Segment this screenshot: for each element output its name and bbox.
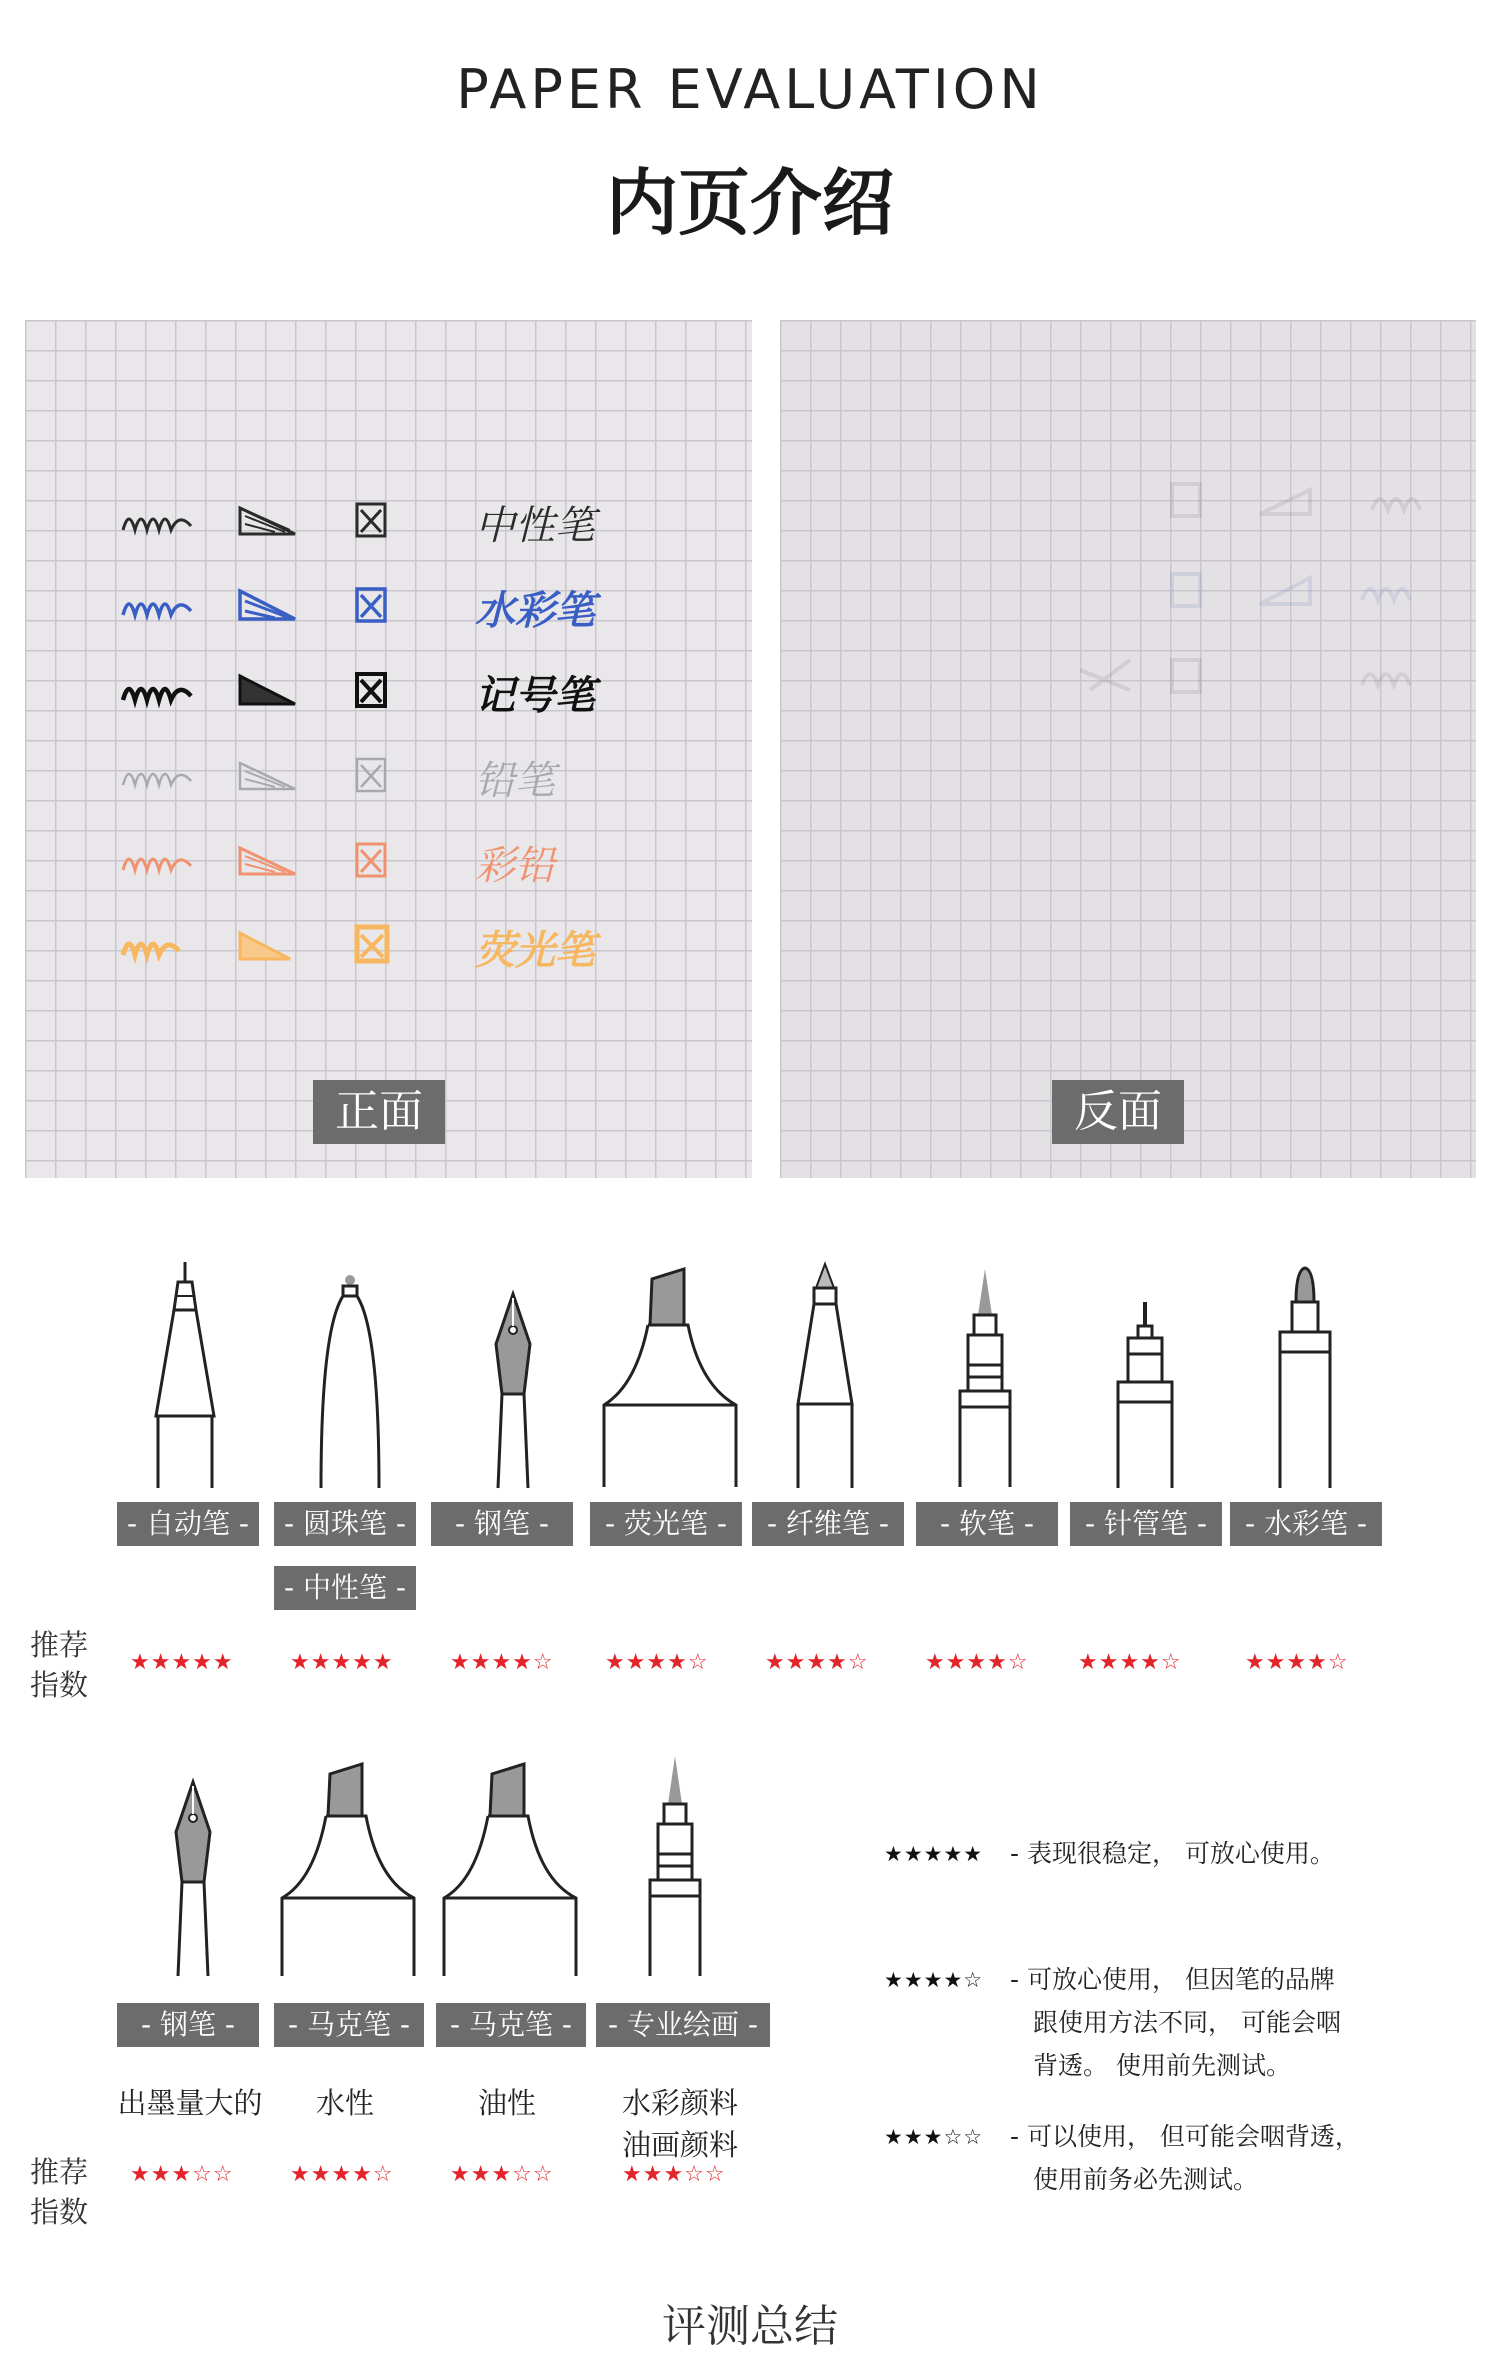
property-text: 油性 — [477, 2086, 536, 2120]
rating-stars: ★★★★☆ — [450, 1650, 554, 1675]
rating-stars: ★★★☆☆ — [622, 2162, 726, 2187]
rating-stars: ★★★☆☆ — [450, 2162, 554, 2187]
highlighter-icon — [600, 1265, 740, 1490]
rating-stars: ★★★★☆ — [1078, 1650, 1182, 1675]
property-text: 水性 — [315, 2086, 374, 2120]
paper-back-photo — [780, 320, 1476, 1178]
sample-row — [115, 575, 675, 635]
rating-stars: ★★★★★ — [130, 1650, 234, 1675]
sample-word: 记号笔 — [475, 672, 595, 719]
rating-label — [30, 2152, 88, 2232]
marker-icon — [278, 1760, 418, 1978]
sample-row — [115, 830, 675, 890]
tag-gel-pen: - 中性笔 - — [274, 1566, 416, 1610]
tag-marker-oil: - 马克笔 - — [436, 2003, 586, 2047]
soft-brush-pen-icon — [950, 1265, 1020, 1490]
rating-stars: ★★★☆☆ — [130, 2162, 234, 2187]
rating-stars: ★★★★★ — [290, 1650, 394, 1675]
tag-fountain-pen: - 钢笔 - — [117, 2003, 259, 2047]
fiber-pen-icon — [790, 1260, 860, 1490]
legend-stars: ★★★★★ — [884, 1842, 984, 1866]
sample-row — [115, 915, 675, 975]
writing-sample-icon — [115, 830, 455, 890]
tag-marker-water: - 马克笔 - — [274, 2003, 424, 2047]
writing-sample-icon — [115, 490, 455, 550]
needle-pen-icon — [1110, 1300, 1180, 1490]
tag-watercolor-pen: - 水彩笔 - — [1230, 1502, 1382, 1546]
rating-stars: ★★★★☆ — [1245, 1650, 1349, 1675]
rating-label-line1: 推荐 — [30, 1628, 89, 1662]
back-caption: 反面 — [1052, 1080, 1184, 1144]
sample-row — [115, 745, 675, 805]
legend-text: - 表现很稳定， 可放心使用。 — [1010, 1839, 1335, 1868]
rating-label-line1: 推荐 — [30, 2155, 89, 2189]
tag-highlighter: - 荧光笔 - — [590, 1502, 742, 1546]
rating-label — [30, 1625, 88, 1705]
next-section-title: 评测总结 — [662, 2301, 838, 2352]
writing-sample-icon — [115, 745, 455, 805]
rating-stars: ★★★★☆ — [290, 2162, 394, 2187]
legend-text: 背透。 使用前先测试。 — [1033, 2051, 1291, 2080]
paper-front-photo — [25, 320, 752, 1178]
title-english: PAPER EVALUATION — [456, 58, 1044, 121]
ballpoint-pen-icon — [315, 1270, 385, 1490]
tag-ballpoint-pen: - 圆珠笔 - — [274, 1502, 416, 1546]
rating-stars: ★★★★☆ — [605, 1650, 709, 1675]
writing-sample-icon — [115, 660, 455, 720]
tag-soft-brush-pen: - 软笔 - — [916, 1502, 1058, 1546]
legend-text: - 可以使用， 但可能会咽背透， — [1010, 2122, 1360, 2151]
watercolor-pen-icon — [1270, 1262, 1340, 1490]
rating-stars: ★★★★☆ — [765, 1650, 869, 1675]
front-caption: 正面 — [313, 1080, 445, 1144]
sample-word: 中性笔 — [475, 503, 595, 549]
tag-professional-paint: - 专业绘画 - — [596, 2003, 770, 2047]
legend-text: 使用前务必先测试。 — [1033, 2165, 1259, 2194]
tag-fountain-pen: - 钢笔 - — [431, 1502, 573, 1546]
rating-stars: ★★★★☆ — [925, 1650, 1029, 1675]
property-text: 水彩颜料 — [621, 2086, 738, 2120]
property-text: 出墨量大的 — [117, 2086, 263, 2120]
mechanical-pencil-icon — [150, 1260, 220, 1490]
legend-stars: ★★★☆☆ — [884, 2125, 984, 2149]
legend-stars: ★★★★☆ — [884, 1968, 984, 1992]
fountain-pen-icon — [158, 1778, 228, 1978]
tag-needle-pen: - 针管笔 - — [1070, 1502, 1222, 1546]
sample-word: 铅笔 — [475, 758, 555, 804]
legend-text: 跟使用方法不同， 可能会咽 — [1033, 2008, 1341, 2037]
rating-label-line2: 指数 — [30, 1668, 89, 1702]
fountain-pen-icon — [478, 1290, 548, 1490]
tag-mechanical-pencil: - 自动笔 - — [117, 1502, 259, 1546]
title-chinese: 内页介绍 — [605, 161, 894, 245]
marker-icon — [440, 1760, 580, 1978]
sample-row — [115, 660, 675, 720]
sample-word: 彩铅 — [475, 843, 555, 889]
legend-text: - 可放心使用， 但因笔的品牌 — [1010, 1965, 1335, 1994]
sample-row — [115, 490, 675, 550]
sample-word: 荧光笔 — [475, 927, 595, 974]
sample-word: 水彩笔 — [475, 587, 595, 634]
property-text: 油画颜料 — [621, 2128, 738, 2162]
rating-label-line2: 指数 — [30, 2195, 89, 2229]
paint-brush-icon — [640, 1752, 710, 1978]
writing-sample-icon — [115, 915, 455, 975]
writing-sample-icon — [115, 575, 455, 635]
show-through-shadow-icon — [1010, 470, 1430, 890]
tag-fiber-pen: - 纤维笔 - — [752, 1502, 904, 1546]
